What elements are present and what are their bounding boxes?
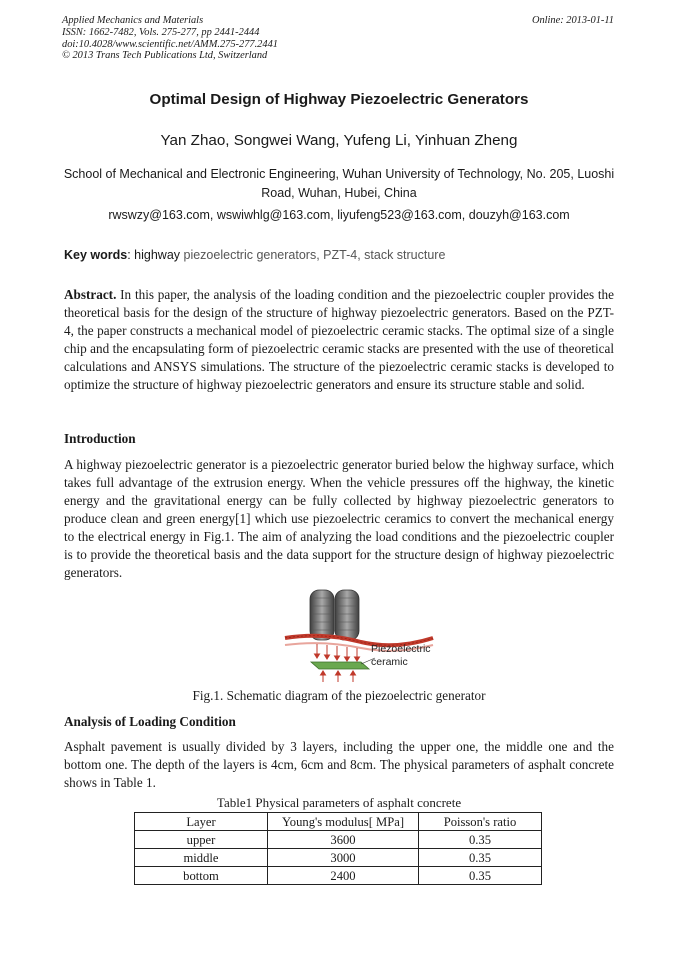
figure-caption: Fig.1. Schematic diagram of the piezoelectric generator bbox=[192, 688, 486, 703]
keywords-first: : highway bbox=[127, 248, 181, 262]
table-header-cell: Layer bbox=[135, 813, 268, 831]
journal-doi[interactable]: doi:10.4028/www.scientific.net/AMM.275-277.2441 bbox=[62, 38, 278, 50]
introduction-heading: Introduction bbox=[64, 431, 136, 446]
parameters-table bbox=[134, 812, 542, 885]
online-date: Online: 2013-01-11 bbox=[531, 15, 614, 26]
analysis-text: Asphalt pavement is usually divided by 3 layers, including the upper one, the middle one and the bottom one. The depth of the layers is 4cm, 6cm and 8cm. The physical parameters of asphalt concrete shows in Table 1. bbox=[64, 739, 614, 790]
table-cell: upper bbox=[135, 831, 268, 849]
keywords-rest: piezoelectric generators, PZT-4, stack structure bbox=[180, 248, 446, 262]
table-cell: bottom bbox=[135, 867, 268, 885]
table-cell: middle bbox=[135, 849, 268, 867]
piezo-generator-diagram bbox=[283, 588, 438, 683]
figure-1 bbox=[283, 588, 438, 683]
tire-icon bbox=[310, 590, 359, 640]
journal-name: Applied Mechanics and Materials bbox=[62, 15, 204, 26]
table-header-cell: Young's modulus[ MPa] bbox=[268, 813, 419, 831]
abstract-label: Abstract. bbox=[64, 287, 117, 302]
paper-emails[interactable]: rwswzy@163.com, wswiwhlg@163.com, liyufeng523@163.com, douzyh@163.com bbox=[108, 208, 570, 222]
paper-authors: Yan Zhao, Songwei Wang, Yufeng Li, Yinhuan Zheng bbox=[160, 132, 518, 149]
abstract-text: In this paper, the analysis of the loading condition and the piezoelectric coupler provides the theoretical basis for the design of the structure of highway piezoelectric generators. Based on the PZT-4, the paper constructs a mechanical model of piezoelectric ceramic stacks. The optimal size of a single chip and the encapsulating form of piezoelectric ceramic stacks are presented with the use of theoretical calculations and ANSYS simulations. The structure of the piezoelectric ceramic stacks is developed to optimize the structure of highway piezoelectric generators and ensure its structure stable and solid. bbox=[64, 287, 614, 392]
introduction-text: A highway piezoelectric generator is a piezoelectric generator buried below the highway surface, which takes full advantage of the extrusion energy. When the vehicle pressures off the highway, the kinetic energy and the gravitational energy can be fully collected by highway piezoelectric generators to produce clean and green energy[1] which use piezoelectric ceramics to convert the mechanical energy to the electrical energy in Fig.1. The aim of analyzing the load conditions and the piezoelectric coupler is to provide the theoretical basis and the data support for the structure design of highway piezoelectric generators. bbox=[64, 457, 614, 580]
figure-label-line2: ceramic bbox=[371, 656, 408, 668]
table-cell: 0.35 bbox=[419, 867, 542, 885]
table-cell: 0.35 bbox=[419, 849, 542, 867]
journal-header bbox=[62, 15, 278, 62]
keywords bbox=[64, 248, 445, 262]
keywords-label: Key words bbox=[64, 248, 128, 262]
table-cell: 3000 bbox=[268, 849, 419, 867]
journal-issn: ISSN: 1662-7482, Vols. 275-277, pp 2441-2444 bbox=[62, 26, 260, 38]
table-caption: Table1 Physical parameters of asphalt concrete bbox=[216, 795, 462, 810]
figure-label-line1: Piezoelectric bbox=[371, 643, 431, 655]
table-header-cell: Poisson's ratio bbox=[419, 813, 542, 831]
paper-title: Optimal Design of Highway Piezoelectric Generators bbox=[149, 91, 529, 108]
table-row bbox=[135, 867, 542, 885]
analysis-heading: Analysis of Loading Condition bbox=[64, 714, 236, 729]
paper-affiliation: School of Mechanical and Electronic Engineering, Wuhan University of Technology, No. 205, Luoshi Road, Wuhan, Hubei, China bbox=[63, 167, 615, 200]
abstract bbox=[64, 286, 614, 394]
table-header-row bbox=[135, 813, 542, 831]
table-row bbox=[135, 849, 542, 867]
ceramic-plate bbox=[311, 658, 375, 669]
journal-copyright: © 2013 Trans Tech Publications Ltd, Switzerland bbox=[62, 50, 268, 62]
table-cell: 3600 bbox=[268, 831, 419, 849]
table-cell: 2400 bbox=[268, 867, 419, 885]
table-cell: 0.35 bbox=[419, 831, 542, 849]
table-row bbox=[135, 831, 542, 849]
